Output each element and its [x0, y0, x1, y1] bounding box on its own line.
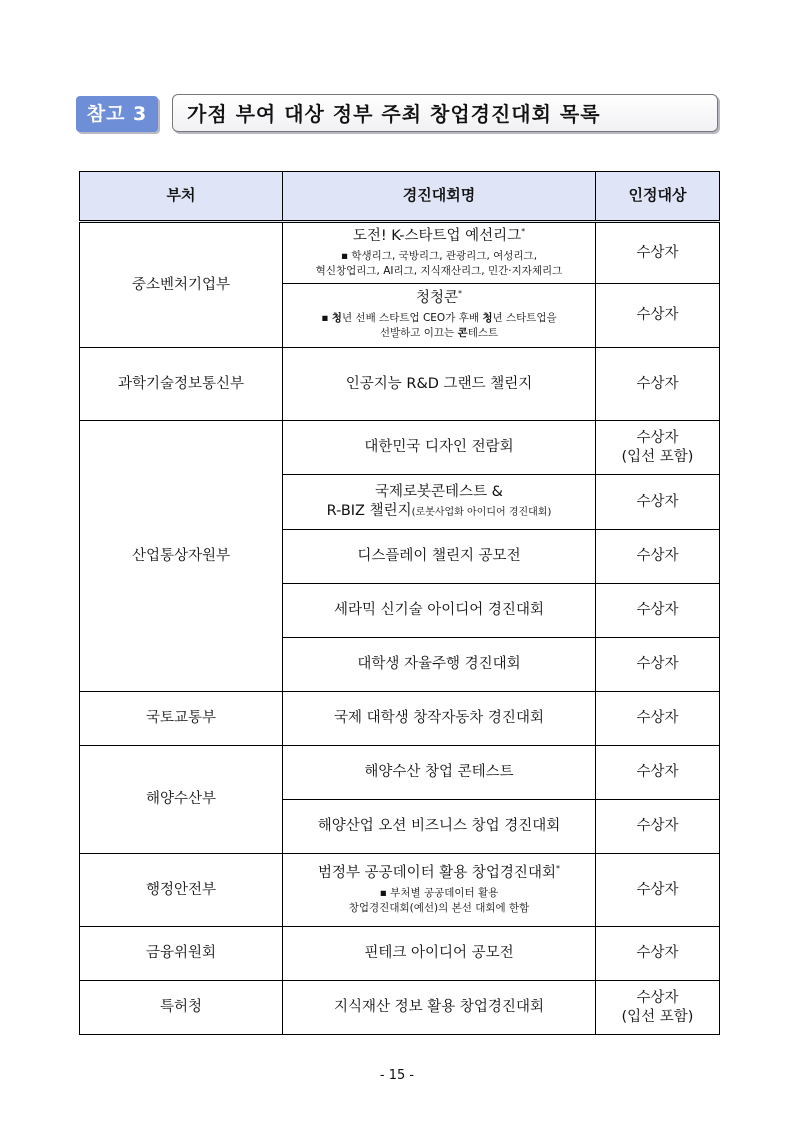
target-cell: 수상자 [596, 746, 720, 800]
table-row [80, 692, 720, 746]
contest-cell: 대한민국 디자인 전람회 [283, 421, 596, 475]
contest-note: ▪ 학생리그, 국방리그, 관광리그, 여성리그, 혁신창업리그, AI리그, 지식재산리그, 민간·지자체리그 [315, 249, 563, 277]
target-cell: 수상자 [596, 284, 720, 348]
target-cell: 수상자 [596, 475, 720, 530]
col-header-target: 인정대상 [596, 172, 720, 222]
contest-cell: 디스플레이 챌린지 공모전 [283, 530, 596, 584]
target-cell: 수상자 (입선 포함) [596, 981, 720, 1035]
target-cell: 수상자 [596, 800, 720, 854]
target-cell: 수상자 [596, 348, 720, 421]
col-header-contest: 경진대회명 [283, 172, 596, 222]
ministry-cell: 특허청 [80, 981, 283, 1035]
contest-cell [283, 222, 596, 284]
table-header-row [80, 172, 720, 222]
ministry-cell: 산업통상자원부 [80, 421, 283, 692]
table-row [80, 222, 720, 284]
table-row [80, 746, 720, 800]
contest-cell: 해양산업 오션 비즈니스 창업 경진대회 [283, 800, 596, 854]
target-cell: 수상자 [596, 222, 720, 284]
contest-name: 도전! K-스타트업 예선리그* [352, 227, 526, 244]
contest-cell: 국제로봇콘테스트 & R-BIZ 챌린지(로봇사업화 아이디어 경진대회) [283, 475, 596, 530]
contest-table [79, 171, 720, 1035]
table-row [80, 927, 720, 981]
ministry-cell: 행정안전부 [80, 854, 283, 927]
section-header [76, 94, 720, 136]
contest-cell: 지식재산 정보 활용 창업경진대회 [283, 981, 596, 1035]
target-cell: 수상자 [596, 638, 720, 692]
reference-badge: 참고 3 [76, 96, 158, 132]
contest-cell [283, 284, 596, 348]
contest-note: ▪ 청년 선배 스타트업 CEO가 후배 청년 스타트업을 선발하고 이끄는 콘테스트 [321, 312, 557, 340]
contest-cell: 대학생 자율주행 경진대회 [283, 638, 596, 692]
page-number: - 15 - [379, 1068, 415, 1083]
contest-cell [283, 854, 596, 927]
section-title: 가점 부여 대상 정부 주최 창업경진대회 목록 [172, 94, 718, 132]
ministry-cell: 금융위원회 [80, 927, 283, 981]
contest-cell: 핀테크 아이디어 공모전 [283, 927, 596, 981]
table-row [80, 348, 720, 421]
contest-cell: 국제 대학생 창작자동차 경진대회 [283, 692, 596, 746]
contest-note: ▪ 부처별 공공데이터 활용 창업경진대회(예선)의 본선 대회에 한함 [348, 886, 530, 914]
contest-name: 범정부 공공데이터 활용 창업경진대회* [318, 864, 560, 881]
target-cell: 수상자 [596, 854, 720, 927]
ministry-cell: 국토교통부 [80, 692, 283, 746]
table-row [80, 421, 720, 475]
col-header-ministry: 부처 [80, 172, 283, 222]
target-cell: 수상자 [596, 584, 720, 638]
ministry-cell: 해양수산부 [80, 746, 283, 854]
ministry-cell: 중소벤처기업부 [80, 222, 283, 348]
target-cell: 수상자 (입선 포함) [596, 421, 720, 475]
target-cell: 수상자 [596, 530, 720, 584]
contest-cell: 해양수산 창업 콘테스트 [283, 746, 596, 800]
contest-name: 청청콘* [415, 289, 463, 307]
target-cell: 수상자 [596, 692, 720, 746]
table-row [80, 854, 720, 927]
contest-cell: 세라믹 신기술 아이디어 경진대회 [283, 584, 596, 638]
contest-cell: 인공지능 R&D 그랜드 챌린지 [283, 348, 596, 421]
table-row [80, 981, 720, 1035]
ministry-cell: 과학기술정보통신부 [80, 348, 283, 421]
target-cell: 수상자 [596, 927, 720, 981]
